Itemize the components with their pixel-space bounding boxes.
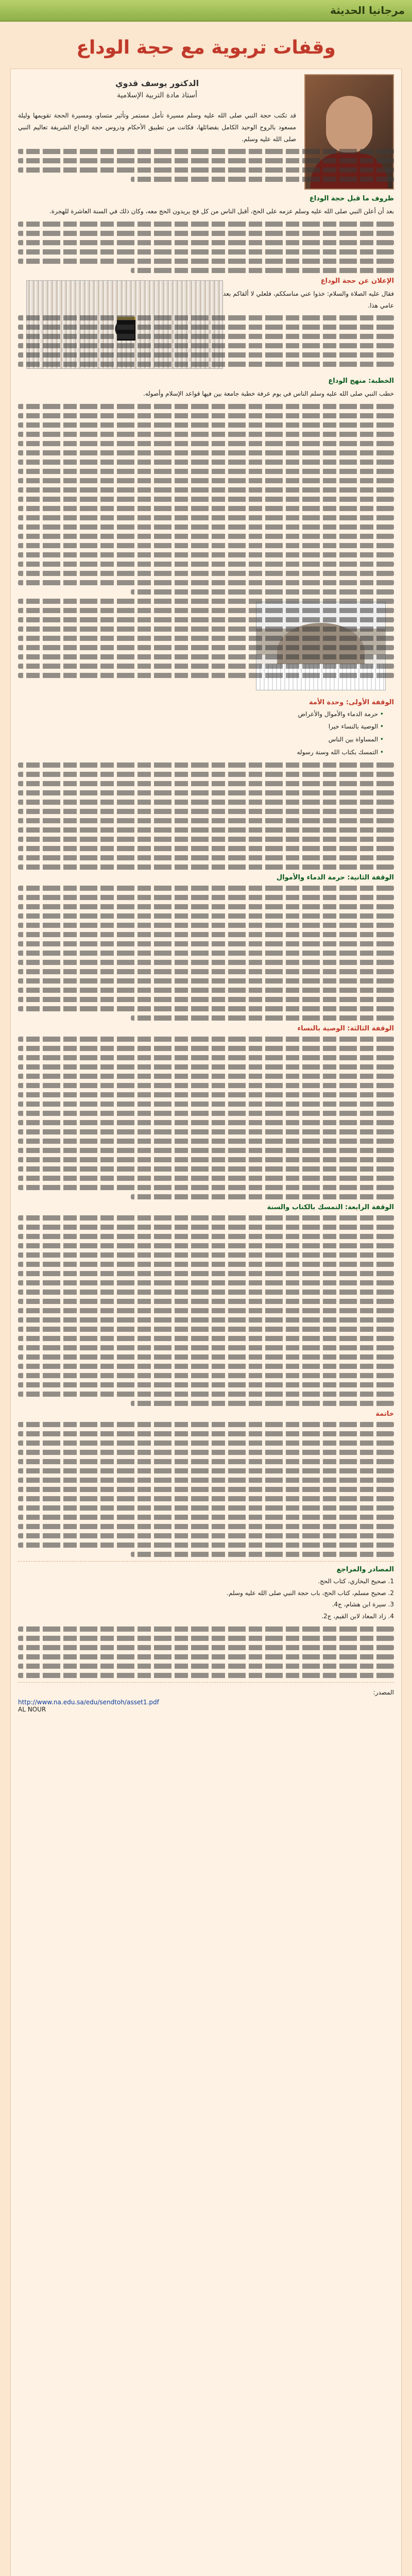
reference-item: 4. زاد المعاد لابن القيم، ج2.: [321, 1613, 394, 1620]
section-heading: الإعلان عن حجة الوداع: [320, 277, 394, 285]
author-title: أستاذ مادة التربية الإسلامية: [117, 91, 197, 99]
author-block: [18, 74, 394, 190]
section-heading: الوقفة الرابعة: التمسك بالكتاب والسنة: [267, 1203, 394, 1211]
source-link[interactable]: http://www.na.edu.sa/edu/sendtoh/asset1.pdf: [18, 1698, 159, 1706]
section-heading: الوقفة الثانية: حرمة الدماء والأموال: [276, 873, 394, 882]
article-title: وقفات تربوية مع حجة الوداع: [76, 37, 336, 58]
references-heading: المصادر والمراجع: [336, 1565, 394, 1573]
reference-item: 3. سيرة ابن هشام، ج4.: [332, 1601, 394, 1608]
section-heading: الخطبة: منهج الوداع: [328, 377, 394, 385]
source-label: المصدر:: [373, 1688, 394, 1696]
reference-item: 2. صحيح مسلم، كتاب الحج، باب حجة النبي صلى الله عليه وسلم.: [227, 1589, 394, 1597]
intro-paragraph: قد تكتب حجة النبي صلى الله عليه وسلم مسيرة تأمل مستمر وتأثير متساو، ومسيرة الحجة تقويمها وليلة مسعود بالروح الوحيد الكامل بفضائلها، فكانت من تطبيق الأحكام ودروس حجة الوداع الشريفة تعاليم النبي صلى الله عليه وسلم.: [18, 112, 296, 143]
section-heading: الوقفة الأولى: وحدة الأمة: [309, 698, 394, 706]
section-heading: الوقفة الثالثة: الوصية بالنساء: [297, 1024, 394, 1032]
section-text: فقال عليه الصلاة والسلام: خذوا عني مناسككم، فلعلي لا ألقاكم بعد عامي هذا.: [223, 290, 394, 309]
list-item: • حرمة الدماء والأموال والأعراض: [18, 708, 384, 720]
list-item: • الوصية بالنساء خيرا: [18, 721, 384, 733]
author-name: الدكتور يوسف قدوي: [115, 78, 199, 88]
section-text: خطب النبي صلى الله عليه وسلم الناس في يوم عرفة خطبة جامعة بين فيها قواعد الإسلام وأصوله.: [143, 389, 394, 397]
source-tag: AL NOUR: [18, 1705, 46, 1713]
list-item: • المساواة بين الناس: [18, 734, 384, 745]
reference-item: 1. صحيح البخاري، كتاب الحج.: [318, 1577, 394, 1585]
section-heading: ظروف ما قبل حجة الوداع: [309, 195, 394, 202]
list-item: • التمسك بكتاب الله وسنة رسوله: [18, 747, 384, 758]
section-text: بعد أن أعلن النبي صلى الله عليه وسلم عزمه على الحج، أقبل الناس من كل فج يريدون الحج معه، وكان ذلك في السنة العاشرة للهجرة.: [49, 208, 394, 215]
top-bar: [0, 0, 412, 22]
site-brand[interactable]: مرجانيا الحديثة: [330, 4, 405, 16]
article-body: [10, 69, 402, 2576]
section-heading: خاتمة: [375, 1410, 394, 1418]
